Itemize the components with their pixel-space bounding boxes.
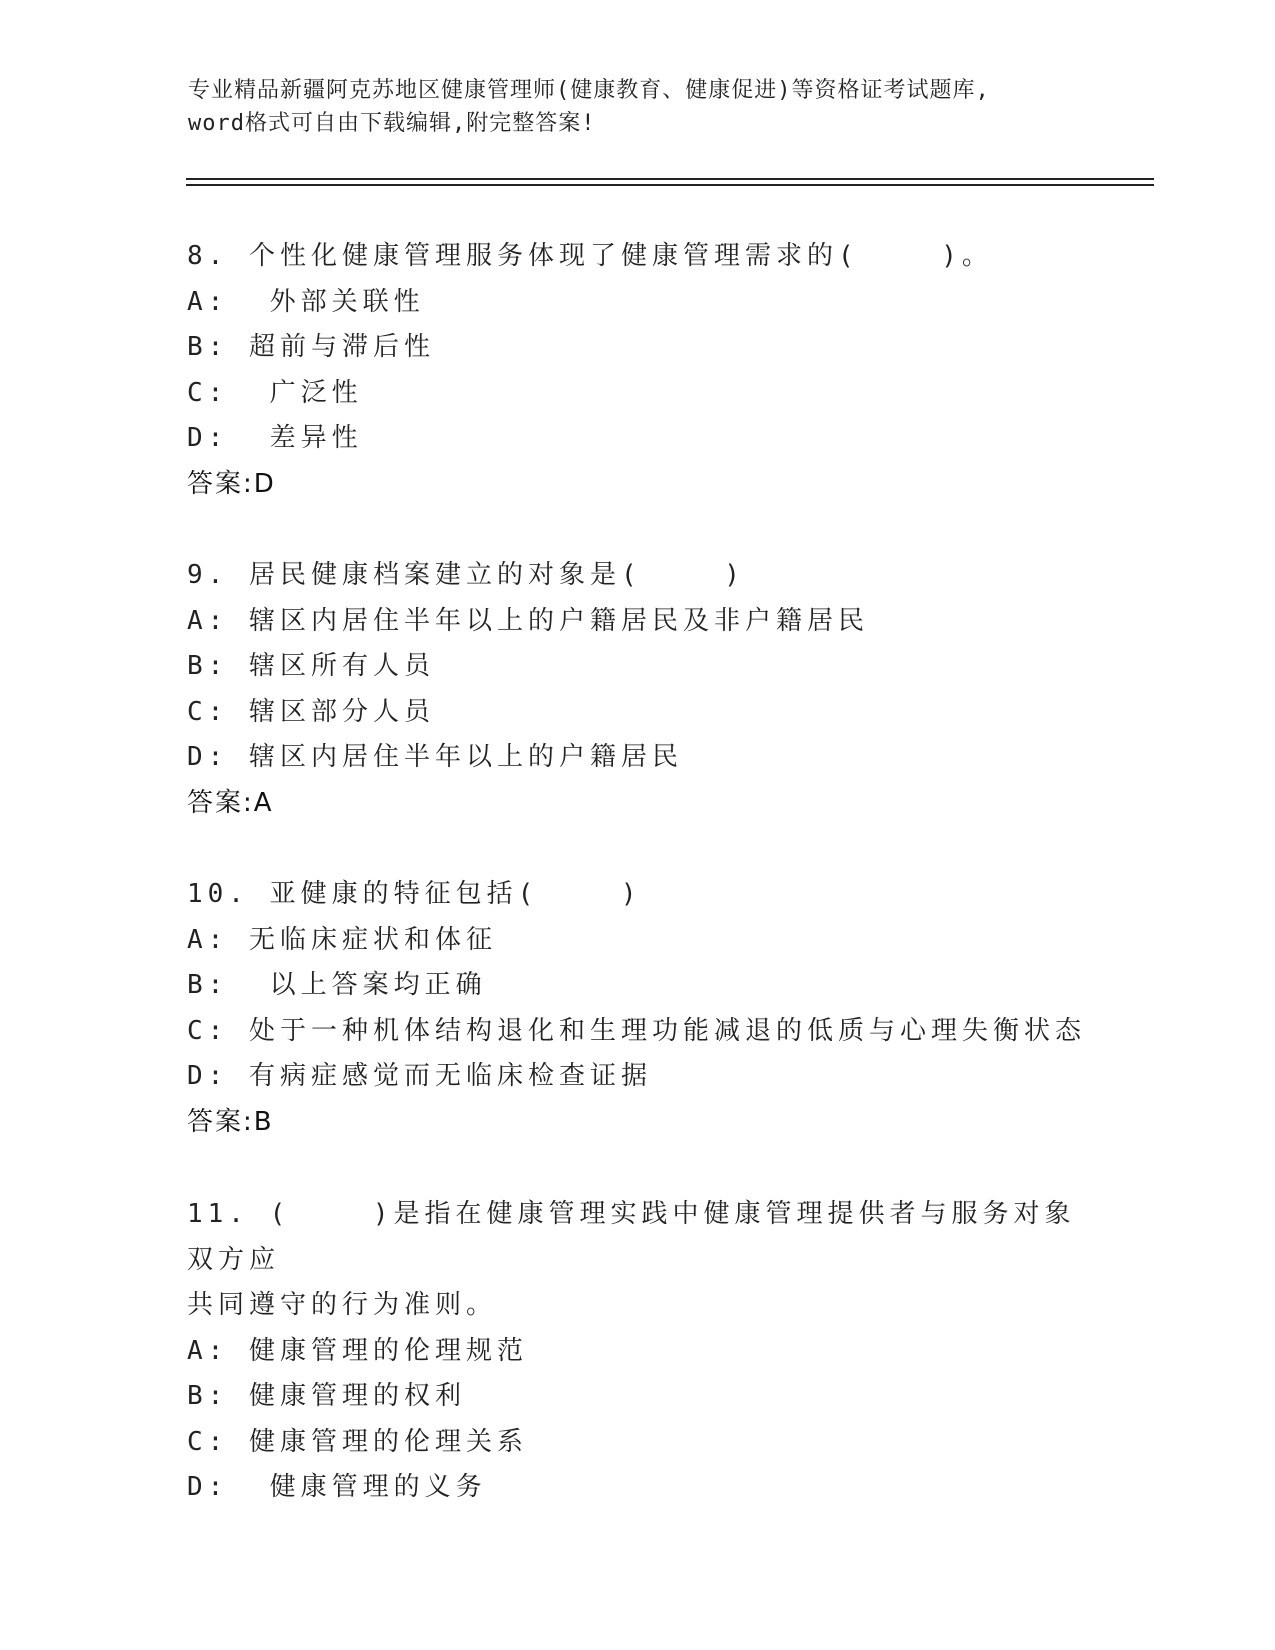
option-a: A: 健康管理的伦理规范 xyxy=(187,1335,528,1366)
document-header xyxy=(188,74,1088,140)
option-a: A: 辖区内居住半年以上的户籍居民及非户籍居民 xyxy=(187,605,869,636)
option-d: D: 有病症感觉而无临床检查证据 xyxy=(187,1061,652,1091)
header-line-1: 专业精品新疆阿克苏地区健康管理师(健康教育、健康促进)等资格证考试题库, xyxy=(188,78,990,103)
option-d: D: 健康管理的义务 xyxy=(187,1472,487,1502)
question-10 xyxy=(187,872,1087,1145)
option-d: D: 差异性 xyxy=(187,423,363,453)
option-a: A: 无临床症状和体征 xyxy=(187,924,497,955)
question-stem: 8. 个性化健康管理服务体现了健康管理需求的( )。 xyxy=(187,241,993,271)
option-c: C: 辖区部分人员 xyxy=(187,696,435,727)
option-c: C: 健康管理的伦理关系 xyxy=(187,1426,528,1457)
option-c: C: 处于一种机体结构退化和生理功能减退的低质与心理失衡状态 xyxy=(187,1015,1086,1046)
option-b: B: 超前与滞后性 xyxy=(187,332,435,362)
answer-line: 答案:A xyxy=(187,787,274,818)
answer-line: 答案:B xyxy=(187,1106,274,1137)
header-divider-top xyxy=(186,178,1154,180)
header-line-2: word格式可自由下载编辑,附完整答案! xyxy=(188,111,596,136)
question-stem: 9. 居民健康档案建立的对象是( ) xyxy=(187,560,745,590)
option-a: A: 外部关联性 xyxy=(187,286,425,317)
option-c: C: 广泛性 xyxy=(187,377,363,408)
question-stem-line-2: 共同遵守的行为准则。 xyxy=(187,1290,498,1320)
question-9 xyxy=(187,553,1087,826)
option-b: B: 健康管理的权利 xyxy=(187,1381,466,1411)
question-8 xyxy=(187,234,1087,507)
option-b: B: 以上答案均正确 xyxy=(187,970,487,1000)
header-divider-bottom xyxy=(186,184,1154,186)
option-d: D: 辖区内居住半年以上的户籍居民 xyxy=(187,742,683,772)
question-stem-line-1: 11. ( )是指在健康管理实践中健康管理提供者与服务对象双方应 xyxy=(187,1199,1076,1275)
question-stem: 10. 亚健康的特征包括( ) xyxy=(187,879,642,909)
answer-line: 答案:D xyxy=(187,468,276,499)
option-b: B: 辖区所有人员 xyxy=(187,651,435,681)
question-11 xyxy=(187,1192,1087,1511)
